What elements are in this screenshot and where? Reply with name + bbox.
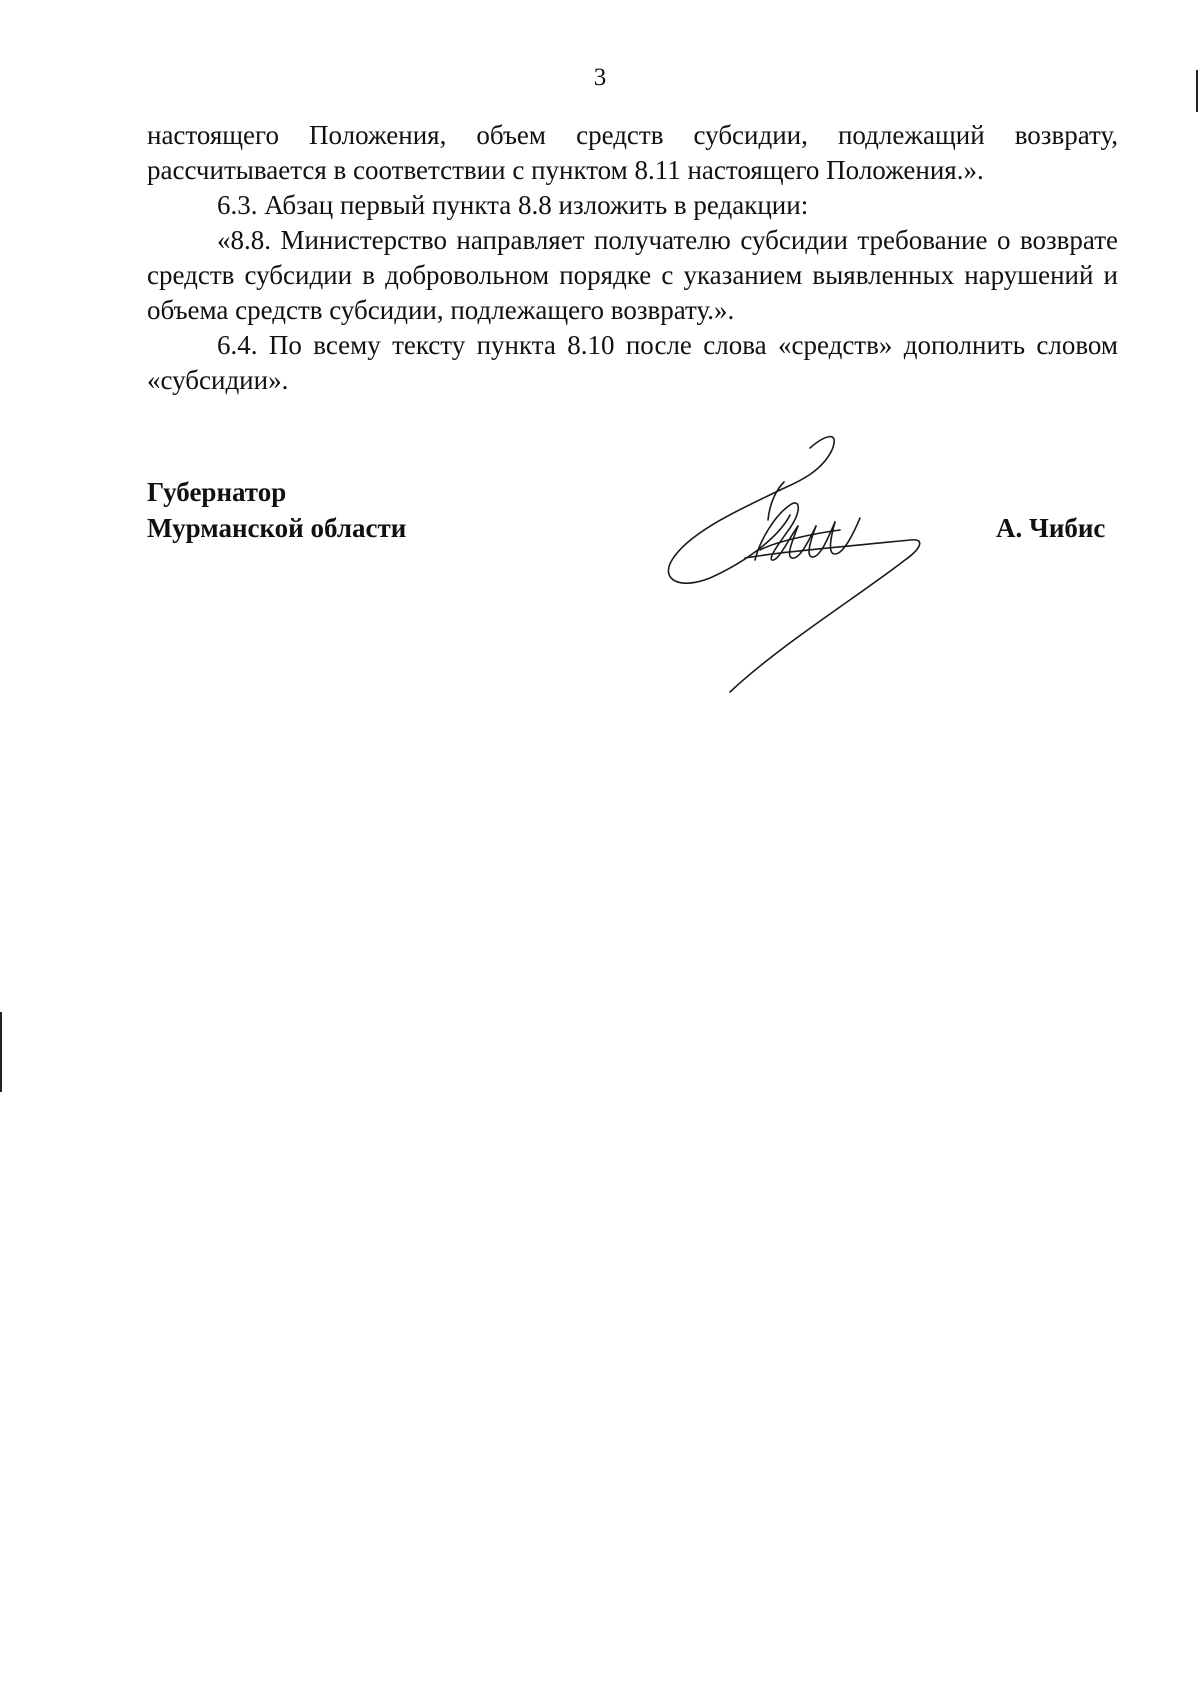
paragraph-continuation: настоящего Положения, объем средств субсидии, подлежащий возврату, рассчитывается в соответствии с пунктом 8.11 настоящего Положения.». — [147, 120, 1118, 185]
page-number: 3 — [593, 64, 607, 91]
handwritten-signature — [660, 430, 950, 710]
paragraph-8-8-quote: «8.8. Министерство направляет получателю субсидии требование о возврате средств субсидии в добровольном порядке с указанием выявленных нарушений и объема средств субсидии, подлежащего возврату.». — [147, 225, 1118, 325]
paragraph-6-4: 6.4. По всему тексту пункта 8.10 после слова «средств» дополнить словом «субсидии». — [147, 330, 1118, 395]
signatory-position-line2: Мурманской области — [147, 513, 407, 543]
document-body — [147, 118, 1118, 398]
scan-edge-mark-left — [0, 1012, 2, 1092]
signatory-name: А. Чибис — [996, 513, 1106, 543]
signatory-position-line1: Губернатор — [147, 477, 287, 507]
paragraph-6-3: 6.3. Абзац первый пункта 8.8 изложить в редакции: — [217, 190, 809, 220]
signatory-position — [147, 474, 406, 546]
